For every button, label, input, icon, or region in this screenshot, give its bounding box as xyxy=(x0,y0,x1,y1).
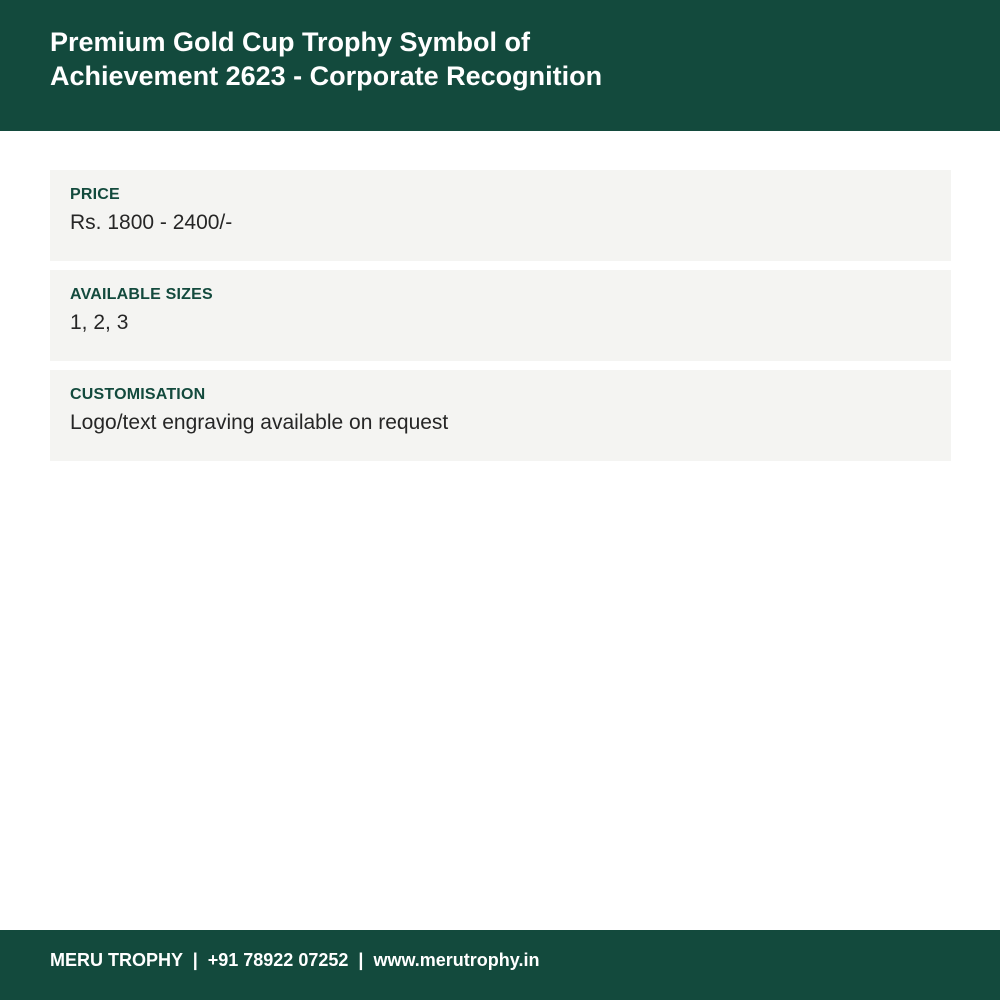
footer-website-link[interactable]: www.merutrophy.in xyxy=(373,950,540,970)
header-banner xyxy=(0,0,1000,131)
available-sizes-label: AVAILABLE SIZES xyxy=(70,286,213,303)
available-sizes-card xyxy=(50,270,951,361)
price-value: Rs. 1800 - 2400/- xyxy=(70,211,233,234)
price-label: PRICE xyxy=(70,186,120,203)
footer-brand: MERU TROPHY xyxy=(50,950,183,970)
customisation-label: CUSTOMISATION xyxy=(70,386,206,403)
customisation-card xyxy=(50,370,951,461)
footer-contact-line xyxy=(50,949,539,971)
price-card xyxy=(50,170,951,261)
page-title xyxy=(50,25,750,93)
footer-separator-2: | xyxy=(348,950,374,970)
footer-bar xyxy=(0,930,1000,1000)
footer-separator-1: | xyxy=(182,950,208,970)
page-title-line-1: Premium Gold Cup Trophy Symbol of xyxy=(50,27,531,57)
footer-phone[interactable]: +91 78922 07252 xyxy=(207,950,349,970)
available-sizes-value: 1, 2, 3 xyxy=(70,311,129,334)
customisation-value: Logo/text engraving available on request xyxy=(70,411,449,434)
page-title-line-2: Achievement 2623 - Corporate Recognition xyxy=(50,61,603,91)
